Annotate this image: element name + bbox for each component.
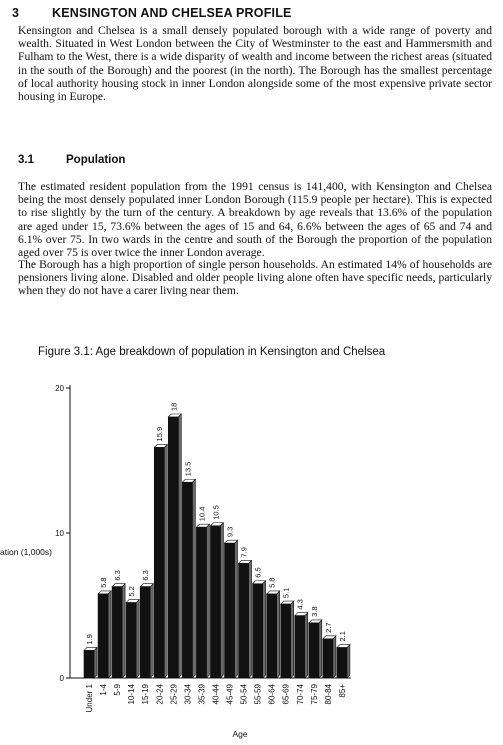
bar-side (319, 620, 322, 678)
bar-value-label: 7.9 (239, 547, 249, 558)
bar-side (277, 591, 280, 678)
bar (112, 587, 122, 678)
bar (210, 526, 220, 678)
bar-side (333, 636, 336, 678)
bar-value-label: 5.1 (281, 587, 291, 599)
bar-side (220, 523, 223, 678)
bar-value-label: 10.5 (211, 505, 221, 520)
bar-value-label: 10.4 (197, 506, 207, 522)
y-tick-label: 20 (55, 384, 64, 393)
bar-side (164, 444, 167, 678)
x-tick-label: 1-4 (99, 684, 109, 696)
bar-value-label: 5.2 (127, 586, 137, 597)
x-tick-label: Under 1 (85, 684, 94, 713)
x-tick-label: 70-74 (295, 684, 305, 705)
x-tick-label: 55-59 (253, 684, 263, 705)
bar-side (249, 560, 252, 678)
section-number: 3 (12, 6, 20, 20)
bar-side (206, 524, 209, 678)
bar-side (136, 600, 139, 678)
bar-side (263, 581, 266, 678)
chart-bars (84, 414, 350, 678)
bar (140, 587, 150, 678)
bar (154, 447, 164, 678)
x-tick-label: 20-24 (155, 684, 165, 705)
population-paragraph-1: The estimated resident population from the 1991 census is 141,400, with Kensington and Chelsea being the most densely populated inner London Borough (115.9 people per hectare). This is expected to rise slightly by the turn of the century. A breakdown by age reveals that 13.6% of the population are aged under 15, 73.6% between the ages of 15 and 64, 6.6% between the ages of 65 and 74 and 6.1% over 75. In two wards in the centre and south of the Borough the proportion of the population aged over 75 is over twice the inner London average. (18, 180, 492, 260)
bar (267, 594, 277, 678)
bar (309, 623, 319, 678)
age-breakdown-chart (0, 360, 503, 745)
population-paragraph-2: The Borough has a high proportion of single person households. An estimated 14% of households are pensioners living alone. Disabled and older people living alone often have specific needs, particularly when they do not have a carer living near them. (18, 258, 492, 298)
x-tick-label: 60-64 (267, 684, 277, 705)
subsection-heading (18, 154, 125, 166)
x-axis-title: Age (232, 729, 248, 739)
bar (182, 482, 192, 678)
bar-value-label: 1.9 (85, 634, 94, 645)
bar (295, 616, 305, 678)
x-tick-label: 50-54 (239, 684, 249, 705)
x-tick-label: 5-9 (113, 684, 123, 696)
bar-value-label: 2.1 (337, 631, 347, 642)
bar-value-label: 6.3 (113, 570, 123, 581)
bar-value-label: 13.5 (183, 461, 193, 477)
bar-side (150, 584, 153, 678)
section-title: KENSINGTON AND CHELSEA PROFILE (52, 6, 292, 20)
x-tick-label: 40-44 (211, 684, 221, 705)
x-tick-label: 35-39 (197, 684, 207, 705)
intro-paragraph: Kensington and Chelsea is a small densely populated borough with a wide range of poverty and wealth. Situated in West London between the City of Westminster to the east and Hammersmith and Fulham to the West, there is a wide disparity of wealth and income between the richest areas (situated in the south of the Borough) and the poorest (in the north). The Borough has the smallest percentage of local authority housing stock in inner London alongside some of the most expensive private sector housing in Europe. (18, 24, 492, 104)
bar (253, 584, 263, 678)
x-tick-label: 25-29 (169, 684, 179, 705)
x-tick-label: 10-14 (127, 684, 137, 705)
bar-side (178, 414, 181, 678)
bar-value-label: 6.3 (141, 570, 151, 581)
x-tick-label: 45-49 (225, 684, 235, 705)
x-tick-label: 85+ (337, 684, 347, 698)
bar-value-label: 2.7 (323, 622, 333, 633)
x-tick-label: 15-19 (141, 684, 151, 705)
bar (98, 594, 108, 678)
y-tick-label: 10 (55, 529, 64, 538)
figure-caption: Figure 3.1: Age breakdown of population in Kensington and Chelsea (38, 346, 386, 358)
subsection-number: 3.1 (18, 154, 34, 166)
bar-side (235, 540, 238, 678)
bar-value-label: 3.8 (309, 606, 319, 617)
bar-side (192, 479, 195, 678)
subsection-title: Population (66, 154, 126, 166)
x-tick-label: 80-84 (323, 684, 333, 705)
bar-side (108, 591, 111, 678)
bar-value-label: 5.8 (267, 577, 277, 588)
bar-value-label: 5.8 (99, 577, 109, 588)
bar (84, 650, 94, 678)
bar-side (305, 613, 308, 678)
bar-value-label: 6.5 (253, 567, 263, 578)
bar (281, 604, 291, 678)
section-heading (12, 6, 292, 20)
y-axis-title: ation (1,000s) (0, 547, 52, 557)
bar-side (94, 647, 97, 678)
bar (126, 603, 136, 678)
x-tick-label: 75-79 (309, 684, 319, 705)
bar-side (122, 584, 125, 678)
bar (337, 648, 347, 678)
bar (225, 543, 235, 678)
bar-value-label: 15.9 (155, 426, 165, 442)
y-tick-label: 0 (59, 674, 64, 683)
bar (168, 417, 178, 678)
x-tick-label: 65-69 (281, 684, 291, 705)
bar (323, 639, 333, 678)
bar (239, 563, 249, 678)
bar-value-label: 9.3 (225, 526, 235, 538)
bar-value-label: 18 (169, 402, 179, 411)
bar (196, 527, 206, 678)
bar-side (291, 601, 294, 678)
bar-side (347, 645, 350, 678)
bar-value-label: 4.3 (295, 599, 305, 610)
x-tick-label: 30-34 (183, 684, 193, 705)
